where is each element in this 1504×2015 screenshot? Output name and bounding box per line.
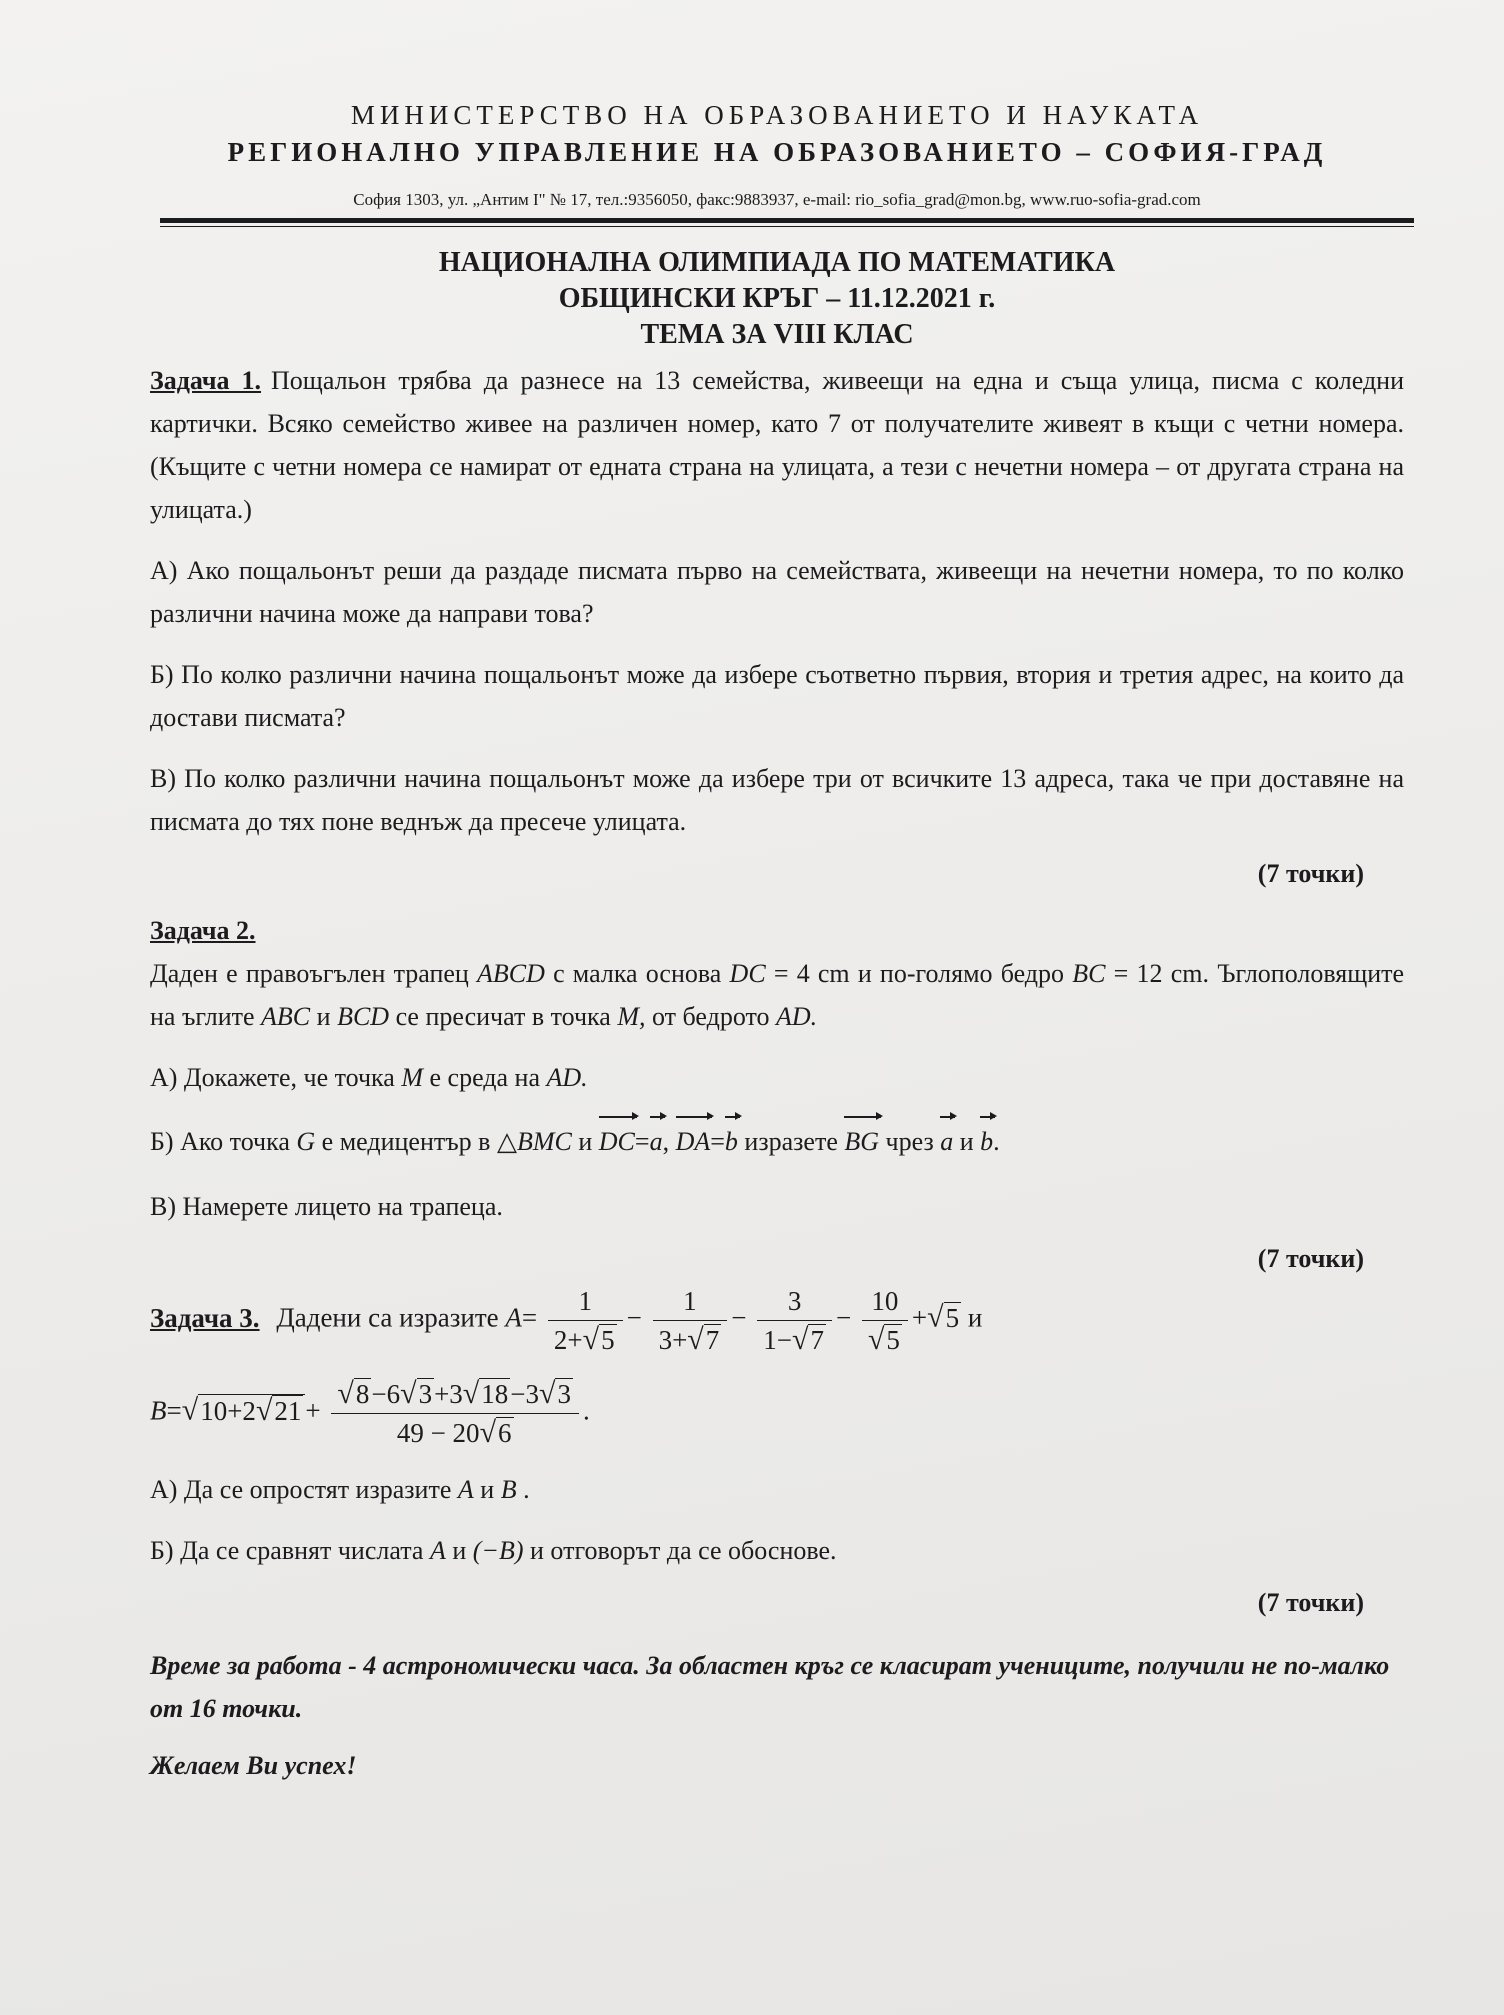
radicand: 8 — [355, 1379, 370, 1409]
task3-part-b — [150, 1529, 1404, 1572]
task2-b-text: изразете — [744, 1127, 838, 1156]
segment-ad: AD. — [546, 1063, 588, 1092]
fraction-denominator — [331, 1414, 579, 1450]
vector-b: b — [725, 1117, 738, 1167]
grade-title: ТЕМА ЗА VIII КЛАС — [640, 319, 914, 350]
task1-intro-text: Пощальон трябва да разнесе на 13 семейства, живеещи на една и съща улица, писма с коледни картички. Всяко семейство живее на различен номер, като 7 от получателите живеят в къщи с четни номера. (Къщите с четни номера се намират от едната страна на улицата, а тези с нечетни номера – от другата страна на улицата.) — [150, 366, 1405, 524]
expr-b-symbol: B — [500, 1475, 517, 1504]
radicand: 21 — [274, 1395, 302, 1426]
task3-b-text: и отговорът да се обоснове. — [530, 1536, 837, 1565]
time-note: Време за работа - 4 астрономически часа. За областен кръг се класират учениците, получили не по-малко от 16 точки. — [150, 1651, 1390, 1723]
segment-dc: DC — [729, 959, 766, 988]
task1-part-b: Б) По колко различни начина пощальонът може да избере съответно първия, втория и третия адрес, на които да достави писмата? — [150, 660, 1404, 732]
header-rule-thin — [160, 226, 1414, 227]
equals-sign: = — [521, 1302, 538, 1333]
fraction-numerator — [331, 1377, 579, 1414]
task2-part-b — [150, 1117, 1404, 1167]
sqrt-sign: √ — [687, 1323, 704, 1356]
task2-part-c: В) Намерете лицето на трапеца. — [150, 1192, 503, 1221]
comma: , — [662, 1127, 670, 1156]
sqrt-sign: √ — [479, 1416, 497, 1449]
task3-b-text: Б) Да се сравнят числата — [150, 1536, 424, 1565]
radicand: 3 — [557, 1379, 571, 1409]
expr-b-symbol: B — [150, 1395, 167, 1426]
den-text: 1− — [763, 1325, 792, 1355]
rio-heading: РЕГИОНАЛНО УПРАВЛЕНИЕ НА ОБРАЗОВАНИЕТО – СОФИЯ-ГРАД — [227, 137, 1327, 167]
point-m: M — [401, 1063, 424, 1092]
sqrt-sign: √ — [791, 1323, 809, 1356]
minus-sign: − — [626, 1302, 642, 1333]
equals-sign: = — [710, 1127, 725, 1156]
task1-part-a: А) Ако пощальонът реши да раздаде писмата първо на семействата, живеещи на нечетни номера, то по колко различни начина може да направи това? — [150, 556, 1404, 628]
task2-label: Задача 2. — [150, 916, 256, 945]
task3-a-text: и — [480, 1475, 495, 1504]
task2-a-text: е среда на — [429, 1063, 541, 1092]
sqrt-sign: √ — [582, 1323, 600, 1356]
fraction-b — [331, 1377, 579, 1450]
plus-sign: + — [305, 1395, 321, 1426]
task2-b-text: е медицентър в — [321, 1127, 491, 1156]
sqrt-sign: √ — [400, 1377, 417, 1410]
vector-b: b — [980, 1117, 993, 1167]
round-title: ОБЩИНСКИ КРЪГ – 11.12.2021 г. — [558, 283, 996, 314]
vector-a: a — [650, 1117, 663, 1167]
den-text: 3+ — [658, 1325, 688, 1355]
task2-text: Даден е правоъгълен трапец — [150, 959, 469, 988]
task2-b-text: и — [578, 1127, 593, 1156]
sqrt-sign: √ — [337, 1377, 354, 1410]
expression-b — [150, 1377, 1404, 1450]
task3-text: Дадени са изразите — [276, 1302, 499, 1333]
num-text: −3 — [510, 1379, 539, 1409]
radicand: 7 — [705, 1325, 720, 1355]
equals-sign: = — [166, 1395, 182, 1426]
task3-a-text: А) Да се опростят изразите — [150, 1475, 452, 1504]
task3-intro — [150, 1284, 1404, 1357]
task3-text: и — [967, 1302, 983, 1333]
fraction-denominator — [862, 1321, 908, 1357]
radicand: 5 — [601, 1325, 615, 1355]
equals-sign: = — [634, 1127, 650, 1156]
radicand: 5 — [945, 1302, 960, 1333]
radicand-text: 10+2 — [200, 1395, 256, 1426]
fraction-numerator: 1 — [653, 1284, 728, 1321]
point-m: M, — [617, 1002, 646, 1031]
ministry-heading: МИНИСТЕРСТВО НА ОБРАЗОВАНИЕТО И НАУКАТА — [350, 100, 1204, 130]
period: . — [523, 1475, 530, 1504]
num-text: −6 — [371, 1379, 401, 1409]
olympiad-title: НАЦИОНАЛНА ОЛИМПИАДА ПО МАТЕМАТИКА — [438, 247, 1116, 278]
task2-a-text: А) Докажете, че точка — [150, 1063, 395, 1092]
task2-text: и по-голямо бедро — [857, 959, 1065, 988]
expr-a-symbol: A — [457, 1475, 474, 1504]
fraction-denominator — [548, 1321, 623, 1357]
trapezoid-name: ABCD — [477, 959, 545, 988]
den-text: 2+ — [553, 1325, 583, 1355]
sqrt-sign: √ — [867, 1323, 885, 1356]
sqrt-sign: √ — [181, 1393, 199, 1427]
vector-bg: BG — [844, 1117, 879, 1167]
point-g: G — [296, 1127, 316, 1156]
radicand: 18 — [481, 1379, 509, 1409]
fraction-1 — [548, 1284, 623, 1357]
segment-ad: AD. — [776, 1002, 818, 1031]
segment-bc: BC — [1072, 959, 1106, 988]
radicand: 6 — [498, 1418, 512, 1448]
num-text: +3 — [434, 1379, 463, 1409]
sqrt-sign: √ — [927, 1300, 944, 1334]
task3-b-text: и — [452, 1536, 467, 1565]
plus-sign: + — [911, 1302, 928, 1333]
task1-points: (7 точки) — [1257, 859, 1364, 888]
fraction-3 — [757, 1284, 832, 1357]
task2-text: с малка основа — [553, 959, 722, 988]
fraction-4 — [862, 1284, 908, 1357]
task2-intro — [150, 952, 1404, 1038]
task2-text: и — [316, 1002, 331, 1031]
good-luck: Желаем Ви успех! — [150, 1751, 357, 1780]
sqrt-sign: √ — [539, 1377, 556, 1410]
angle-bcd: BCD — [337, 1002, 390, 1031]
task2-b-text: чрез — [885, 1127, 934, 1156]
contact-address: София 1303, ул. „Антим I" № 17, тел.:9356050, факс:9883937, e-mail: rio_sofia_grad@mon.bg, www.ruo-sofia-grad.com — [353, 190, 1201, 209]
fraction-denominator — [653, 1321, 728, 1357]
task2-points: (7 точки) — [1257, 1244, 1364, 1273]
task3-points: (7 точки) — [1257, 1588, 1364, 1617]
task1-label: Задача 1. — [150, 366, 262, 395]
period: . — [582, 1395, 590, 1426]
bc-value: = 12 — [1113, 959, 1163, 988]
task1-part-c: В) По колко различни начина пощальонът може да избере три от всичките 13 адреса, така че при доставяне на писмата до тях поне веднъж да пресече улицата. — [150, 764, 1404, 836]
vector-dc: DC — [599, 1117, 635, 1167]
fraction-numerator: 1 — [548, 1284, 623, 1321]
task2-label-line — [150, 909, 1404, 952]
vector-da: DA — [676, 1117, 711, 1167]
expr-a-symbol: A — [505, 1302, 522, 1333]
den-text: 49 − 20 — [396, 1418, 480, 1448]
task2-part-a — [150, 1056, 1404, 1099]
task2-b-text: Б) Ако точка — [150, 1127, 290, 1156]
neg-b-expression: (−B) — [472, 1536, 524, 1565]
fraction-2 — [653, 1284, 728, 1357]
sqrt-sign: √ — [255, 1393, 273, 1427]
task3-part-a — [150, 1468, 1404, 1511]
minus-sign: − — [731, 1302, 747, 1333]
radicand: 7 — [810, 1325, 824, 1355]
radicand-outer — [198, 1394, 305, 1426]
fraction-denominator — [757, 1321, 832, 1357]
task1-intro — [150, 359, 1404, 531]
task2-b-text: и — [959, 1127, 974, 1156]
task2-text: се пресичат в точка — [395, 1002, 611, 1031]
fraction-numerator: 3 — [757, 1284, 832, 1321]
triangle-bmc: △BMC — [496, 1127, 572, 1156]
minus-sign: − — [835, 1302, 852, 1333]
task2-text: cm. Ъглополовящите на ъглите — [150, 959, 1405, 1031]
fraction-numerator: 10 — [862, 1284, 908, 1321]
task3-label: Задача 3. — [150, 1302, 260, 1333]
vector-a: a — [940, 1117, 953, 1167]
expr-a-symbol: A — [429, 1536, 446, 1565]
radicand: 5 — [886, 1325, 900, 1355]
radicand: 3 — [418, 1379, 433, 1409]
sqrt-sign: √ — [462, 1377, 480, 1410]
dc-value: = 4 cm — [773, 959, 850, 988]
header-rule-thick — [160, 218, 1414, 223]
angle-abc: ABC — [261, 1002, 311, 1031]
task2-text: от бедрото — [652, 1002, 770, 1031]
period: . — [993, 1127, 1000, 1156]
